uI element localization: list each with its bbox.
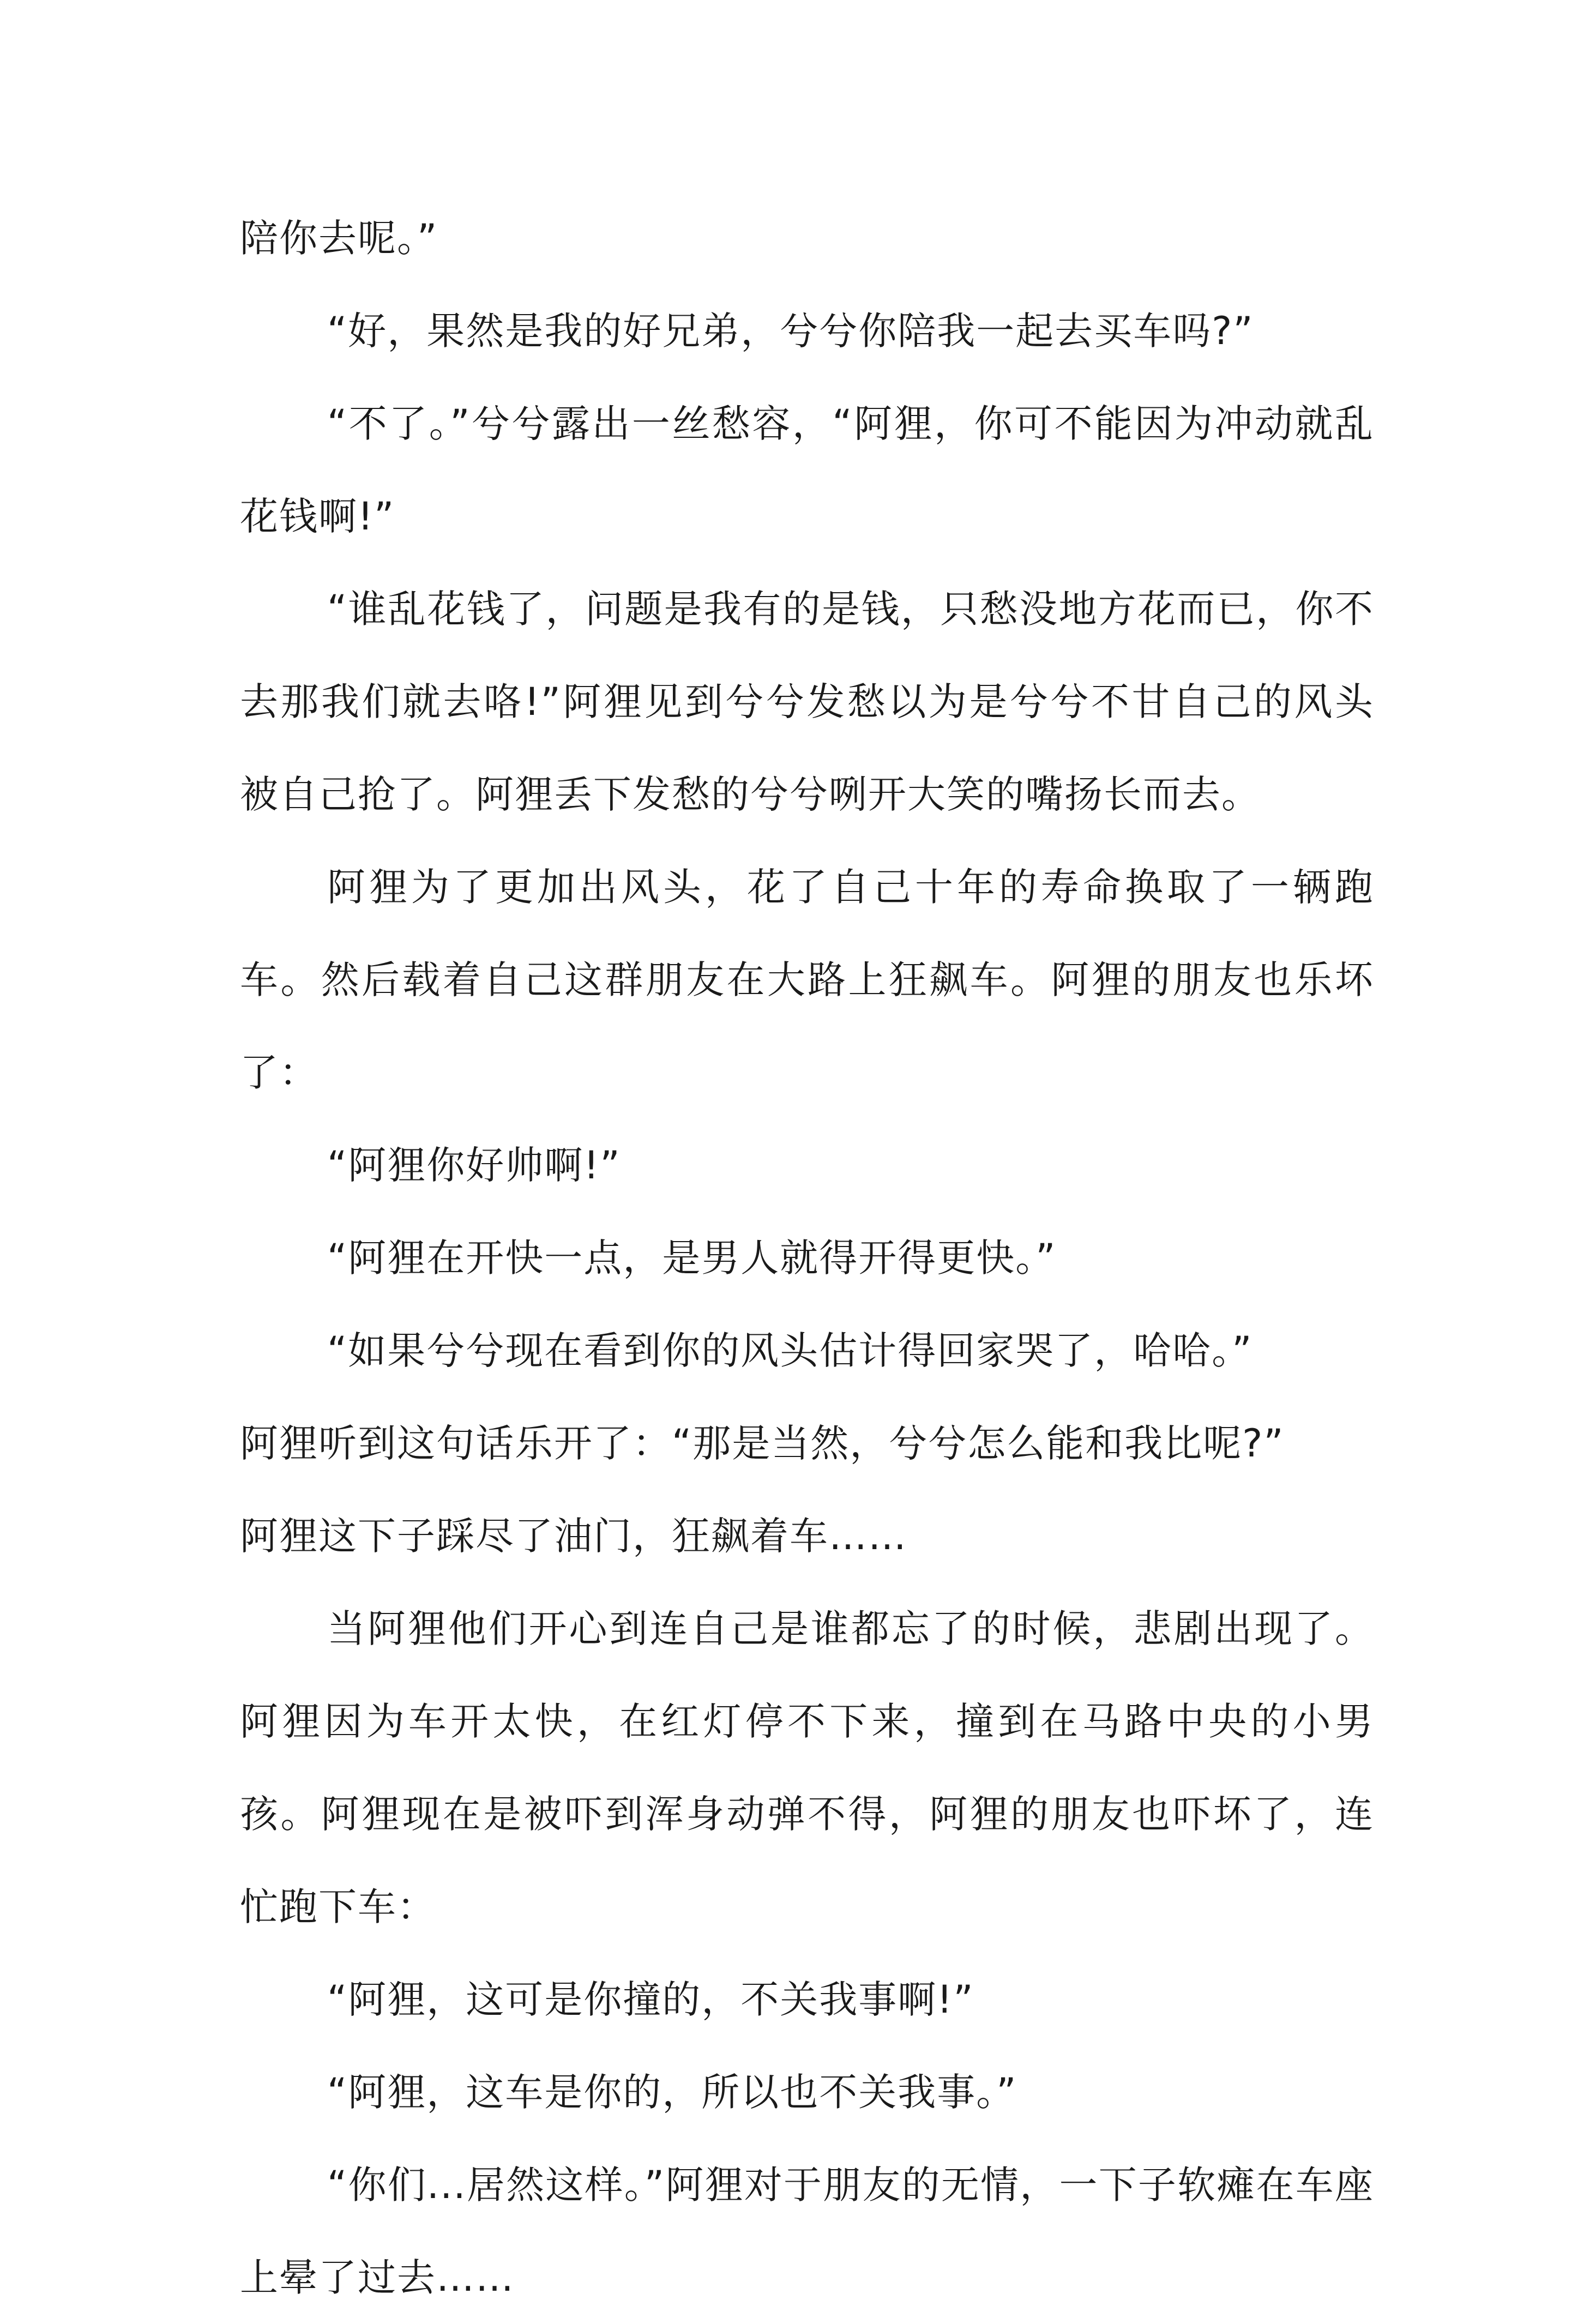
paragraph: 当阿狸他们开心到连自己是谁都忘了的时候，悲剧出现了。阿狸因为车开太快，在红灯停不下来，撞到在马路中央的小男孩。阿狸现在是被吓到浑身动弹不得，阿狸的朋友也吓坏了，连忙跑下车：: [240, 1606, 1374, 1929]
paragraph: “好，果然是我的好兄弟，兮兮你陪我一起去买车吗?”: [327, 309, 1254, 353]
paragraph: 阿狸这下子踩尽了油门，狂飙着车……: [240, 1514, 907, 1558]
paragraph: “你们...居然这样。”阿狸对于朋友的无情，一下子软瘫在车座上晕了过去……: [240, 2163, 1374, 2300]
paragraph: “不了。”兮兮露出一丝愁容，“阿狸，你可不能因为冲动就乱花钱啊!”: [240, 401, 1374, 539]
paragraph: “谁乱花钱了，问题是我有的是钱，只愁没地方花而已，你不去那我们就去咯!”阿狸见到兮兮发愁以为是兮兮不甘自己的风头被自己抢了。阿狸丢下发愁的兮兮咧开大笑的嘴扬长而去。: [240, 587, 1374, 817]
paragraph: 阿狸为了更加出风头，花了自己十年的寿命换取了一辆跑车。然后载着自己这群朋友在大路上狂飙车。阿狸的朋友也乐坏了：: [240, 865, 1374, 1095]
body-text: [240, 192, 1374, 2324]
paragraph: “阿狸在开快一点，是男人就得开得更快。”: [327, 1236, 1057, 1280]
paragraph: “阿狸，这车是你的，所以也不关我事。”: [327, 2070, 1017, 2115]
paragraph: 陪你去呢。”: [240, 216, 438, 261]
paragraph: 阿狸听到这句话乐开了：“那是当然，兮兮怎么能和我比呢?”: [240, 1421, 1285, 1466]
paragraph: “阿狸你好帅啊!”: [327, 1143, 621, 1188]
paragraph: “如果兮兮现在看到你的风头估计得回家哭了，哈哈。”: [327, 1328, 1253, 1373]
paragraph: “阿狸，这可是你撞的，不关我事啊!”: [327, 1977, 974, 2022]
